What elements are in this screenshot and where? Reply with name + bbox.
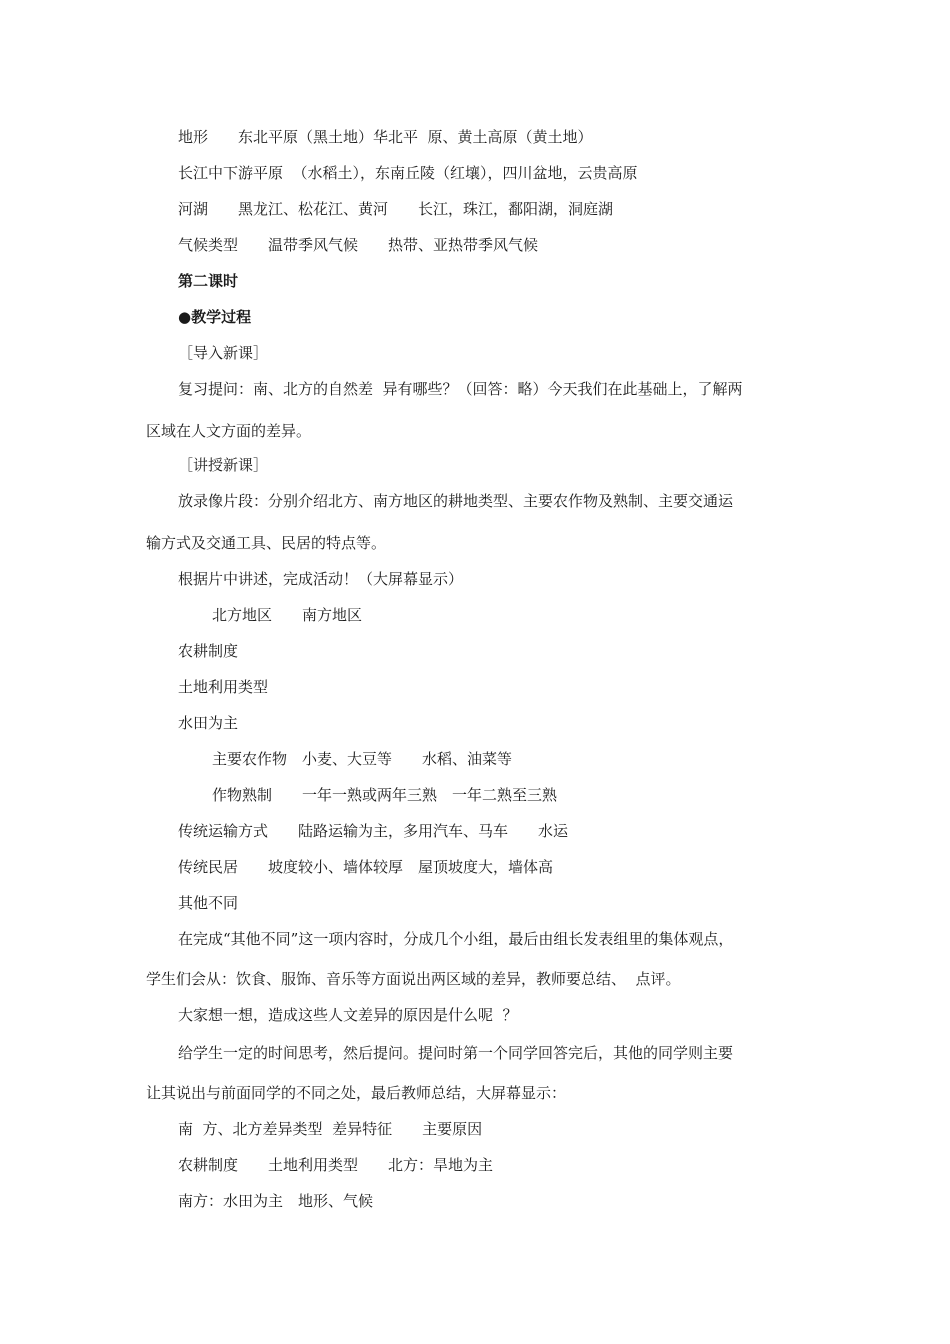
- paragraph-line: 给学生一定的时间思考，然后提问。提问时第一个同学回答完后，其他的同学则主要: [178, 1044, 734, 1062]
- paragraph-line: 放录像片段：分别介绍北方、南方地区的耕地类型、主要农作物及熟制、主要交通运: [178, 492, 734, 510]
- landform-row: 地形 东北平原（黑土地）华北平 原、黄土高原（黄土地）: [178, 128, 593, 146]
- paragraph-line: 根据片中讲述，完成活动！（大屏幕显示）: [178, 570, 464, 588]
- table-row: 其他不同: [178, 894, 239, 912]
- subheading-new-lesson: ［讲授新课］: [178, 456, 269, 474]
- table-row: 水田为主: [178, 714, 239, 732]
- table-row: 农耕制度: [178, 642, 239, 660]
- table-row: 土地利用类型: [178, 678, 269, 696]
- table-row: 传统民居 坡度较小、墙体较厚 屋顶坡度大，墙体高: [178, 858, 554, 876]
- table-header-row: 北方地区 南方地区: [212, 606, 363, 624]
- subheading-intro: ［导入新课］: [178, 344, 269, 362]
- paragraph-line: 学生们会从：饮食、服饰、音乐等方面说出两区域的差异，教师要总结、 点评。: [146, 970, 681, 988]
- paragraph-line: 复习提问：南、北方的自然差 异有哪些？（回答：略）今天我们在此基础上，了解两: [178, 380, 743, 398]
- table-row: 主要农作物 小麦、大豆等 水稻、油菜等: [212, 750, 513, 768]
- section-heading-second-lesson: 第二课时: [178, 272, 239, 290]
- summary-table-row: 南方：水田为主 地形、气候: [178, 1192, 374, 1210]
- landform-south-row: 长江中下游平原 （水稻土），东南丘陵（红壤），四川盆地，云贵高原: [178, 164, 638, 182]
- rivers-lakes-row: 河湖 黑龙江、松花江、黄河 长江，珠江，鄱阳湖，洞庭湖: [178, 200, 614, 218]
- table-row: 传统运输方式 陆路运输为主，多用汽车、马车 水运: [178, 822, 569, 840]
- climate-row: 气候类型 温带季风气候 热带、亚热带季风气候: [178, 236, 539, 254]
- table-row: 作物熟制 一年一熟或两年三熟 一年二熟至三熟: [212, 786, 558, 804]
- paragraph-line: 输方式及交通工具、民居的特点等。: [146, 534, 387, 552]
- paragraph-line: 在完成“其他不同”这一项内容时，分成几个小组，最后由组长发表组里的集体观点，: [178, 930, 734, 948]
- summary-table-row: 农耕制度 土地利用类型 北方：旱地为主: [178, 1156, 494, 1174]
- paragraph-line: 大家想一想，造成这些人文差异的原因是什么呢 ？: [178, 1006, 518, 1024]
- paragraph-line: 区域在人文方面的差异。: [146, 422, 312, 440]
- section-heading-teaching-process: ●教学过程: [178, 308, 252, 326]
- paragraph-line: 让其说出与前面同学的不同之处，最后教师总结，大屏幕显示：: [146, 1084, 567, 1102]
- summary-table-header: 南 方、北方差异类型 差异特征 主要原因: [178, 1120, 483, 1138]
